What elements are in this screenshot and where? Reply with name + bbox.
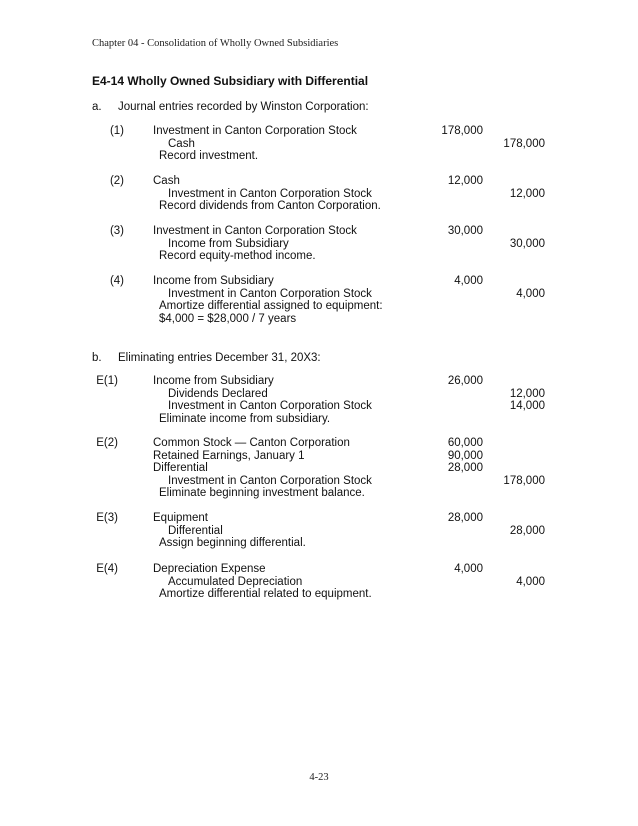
entry-line <box>0 400 638 413</box>
debit-amount: 90,000 <box>447 449 483 462</box>
debit-account: Common Stock — Canton Corporation <box>153 437 350 449</box>
credit-account: Dividends Declared <box>168 387 268 400</box>
journal-entry <box>0 175 638 213</box>
entry-line <box>0 475 638 488</box>
entry-number: E(3) <box>96 512 118 524</box>
credit-account: Cash <box>168 137 195 150</box>
entry-line <box>0 188 638 201</box>
journal-entry <box>0 275 638 325</box>
entry-line <box>0 300 638 313</box>
debit-account: Investment in Canton Corporation Stock <box>153 125 357 137</box>
credit-account: Investment in Canton Corporation Stock <box>168 400 372 413</box>
debit-account: Income from Subsidiary <box>153 375 274 387</box>
credit-amount: 178,000 <box>503 137 545 150</box>
credit-amount: 30,000 <box>509 237 545 250</box>
entry-line <box>0 175 638 188</box>
credit-account: Investment in Canton Corporation Stock <box>168 187 372 200</box>
chapter-header: Chapter 04 - Consolidation of Wholly Owned Subsidiaries <box>92 38 339 49</box>
entry-line <box>0 200 638 213</box>
entry-line <box>0 525 638 538</box>
entry-number: (1) <box>109 125 124 137</box>
journal-entry <box>0 125 638 163</box>
credit-account: Accumulated Depreciation <box>168 575 303 588</box>
entry-line <box>0 512 638 525</box>
entry-number: E(1) <box>96 375 118 387</box>
entry-line <box>0 275 638 288</box>
journal-entry <box>0 225 638 263</box>
entry-explanation: Amortize differential related to equipment. <box>159 588 372 601</box>
entry-line <box>0 588 638 601</box>
exercise-title: E4-14 Wholly Owned Subsidiary with Differential <box>92 74 369 88</box>
part-a-text: Journal entries recorded by Winston Corporation: <box>118 101 369 113</box>
entry-number: (3) <box>109 225 124 237</box>
entry-line <box>0 413 638 426</box>
credit-amount: 14,000 <box>509 400 545 413</box>
entry-line <box>0 250 638 263</box>
entry-line <box>0 450 638 463</box>
entry-explanation: Amortize differential assigned to equipment: <box>159 300 383 313</box>
debit-account: Equipment <box>153 512 208 524</box>
journal-entry <box>0 437 638 500</box>
entry-line <box>0 288 638 301</box>
credit-amount: 28,000 <box>509 524 545 537</box>
entry-line <box>0 576 638 589</box>
entry-line <box>0 462 638 475</box>
debit-amount: 4,000 <box>454 563 483 575</box>
debit-amount: 30,000 <box>447 225 483 237</box>
credit-amount: 4,000 <box>516 287 545 300</box>
debit-account: Cash <box>153 175 180 187</box>
credit-amount: 12,000 <box>509 387 545 400</box>
credit-account: Differential <box>168 524 223 537</box>
credit-account: Investment in Canton Corporation Stock <box>168 287 372 300</box>
entry-explanation: Assign beginning differential. <box>159 537 306 550</box>
entry-line <box>0 537 638 550</box>
entry-number: E(2) <box>96 437 118 449</box>
credit-amount: 4,000 <box>516 575 545 588</box>
entry-number: (2) <box>109 175 124 187</box>
debit-account: Retained Earnings, January 1 <box>153 449 305 462</box>
debit-amount: 26,000 <box>447 375 483 387</box>
debit-amount: 28,000 <box>447 512 483 524</box>
debit-account: Income from Subsidiary <box>153 275 274 287</box>
journal-entry <box>0 563 638 601</box>
part-b-letter: b. <box>92 352 102 364</box>
entry-line <box>0 563 638 576</box>
entry-line <box>0 437 638 450</box>
debit-account: Investment in Canton Corporation Stock <box>153 225 357 237</box>
entry-line <box>0 375 638 388</box>
entry-line <box>0 313 638 326</box>
entry-line <box>0 487 638 500</box>
entry-line <box>0 238 638 251</box>
credit-account: Investment in Canton Corporation Stock <box>168 474 372 487</box>
journal-entry <box>0 512 638 550</box>
debit-amount: 60,000 <box>447 437 483 449</box>
debit-account: Differential <box>153 462 208 475</box>
debit-amount: 12,000 <box>447 175 483 187</box>
part-a-letter: a. <box>92 101 102 113</box>
part-b-text: Eliminating entries December 31, 20X3: <box>118 352 321 364</box>
entry-explanation: Record equity-method income. <box>159 250 316 263</box>
entry-explanation: Record dividends from Canton Corporation. <box>159 200 381 213</box>
debit-amount: 4,000 <box>454 275 483 287</box>
credit-account: Income from Subsidiary <box>168 237 289 250</box>
entry-line <box>0 125 638 138</box>
credit-amount: 12,000 <box>509 187 545 200</box>
entry-number: E(4) <box>96 563 118 575</box>
credit-amount: 178,000 <box>503 474 545 487</box>
debit-account: Depreciation Expense <box>153 563 266 575</box>
entry-line <box>0 138 638 151</box>
debit-amount: 178,000 <box>441 125 483 137</box>
entry-line <box>0 150 638 163</box>
entry-number: (4) <box>109 275 124 287</box>
entry-line <box>0 225 638 238</box>
entry-explanation: Eliminate beginning investment balance. <box>159 487 365 500</box>
entry-line <box>0 388 638 401</box>
entry-explanation: Record investment. <box>159 150 259 163</box>
page-number: 4-23 <box>309 772 329 783</box>
debit-amount: 28,000 <box>447 462 483 475</box>
entry-explanation: Eliminate income from subsidiary. <box>159 412 331 425</box>
journal-entry <box>0 375 638 425</box>
entry-explanation: $4,000 = $28,000 / 7 years <box>159 312 297 325</box>
